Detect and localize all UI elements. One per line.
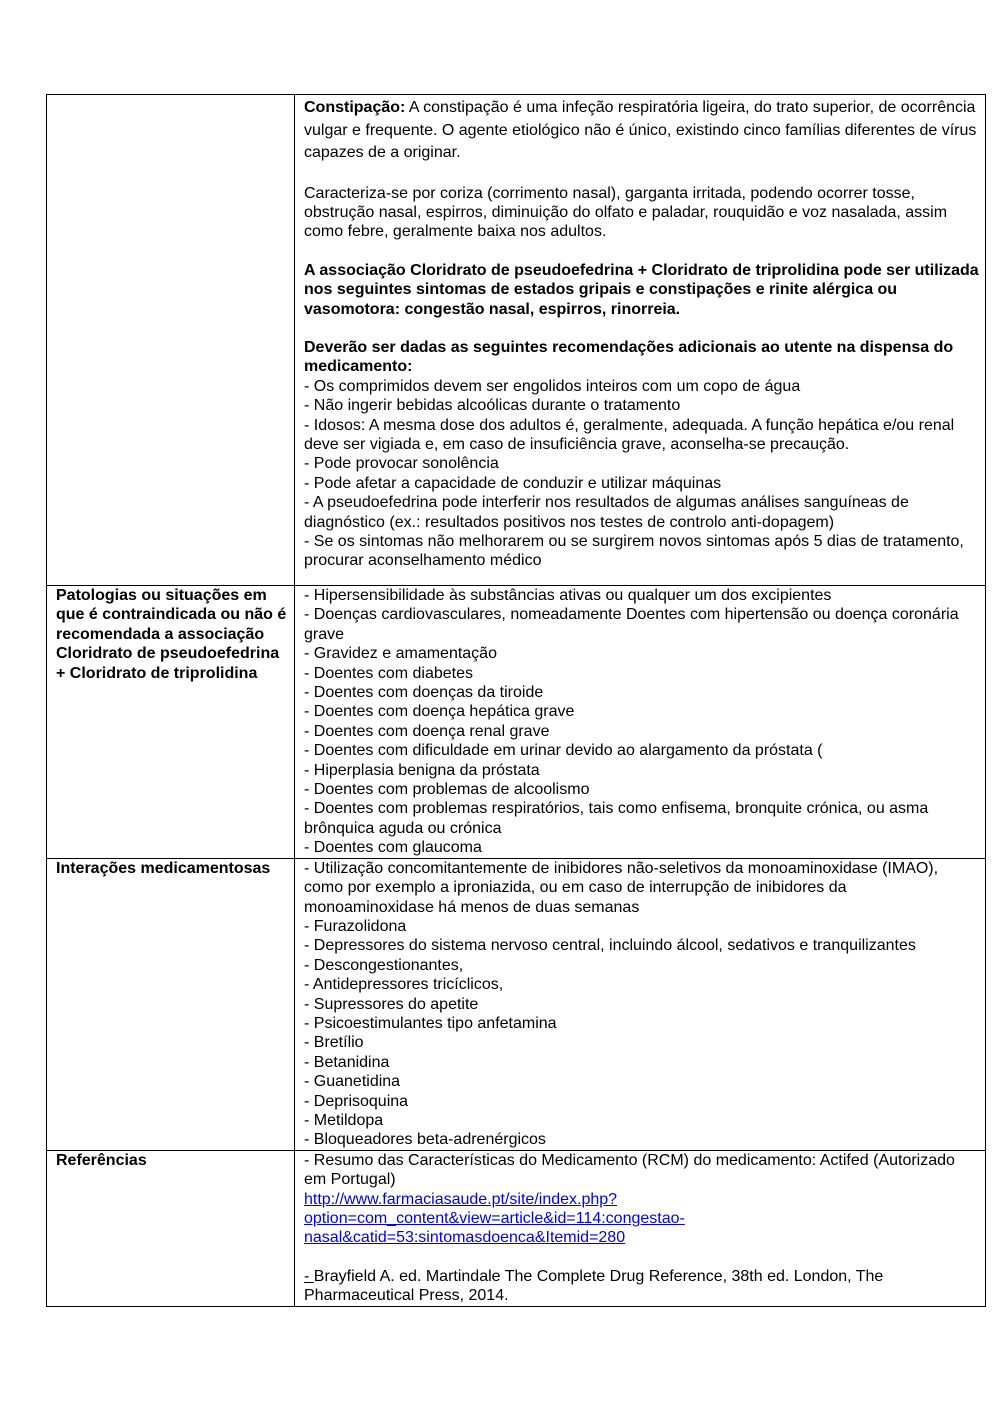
row2-label: Patologias ou situações em que é contraindicada ou não é recomendada a associação Cloridrato de pseudoefedrina + Cloridrato de triprolidina <box>47 586 295 859</box>
row4-content-cell <box>295 1150 986 1306</box>
associacao-paragraph: A associação Cloridrato de pseudoefedrina + Cloridrato de triprolidina pode ser utilizada nos seguintes sintomas de estados gripais e constipações e rinite alérgica ou vasomotora: congestão nasal, espirros, rinorreia. <box>304 261 979 318</box>
reference-rcm: - Resumo das Características do Medicamento (RCM) do medicamento: Actifed (Autorizado em Portugal) <box>304 1151 955 1189</box>
list-item: - Doentes com problemas respiratórios, tais como enfisema, bronquite crónica, ou asma brônquica aguda ou crónica <box>304 800 929 837</box>
list-item: - Pode afetar a capacidade de conduzir e utilizar máquinas <box>304 474 722 492</box>
list-item: - Betanidina <box>304 1053 390 1071</box>
list-item: - Deprisoquina <box>304 1092 409 1110</box>
row3-label: Interações medicamentosas <box>47 858 295 1150</box>
list-item: - Se os sintomas não melhorarem ou se surgirem novos sintomas após 5 dias de tratamento, procurar aconselhamento médico <box>304 533 964 570</box>
row3-content-cell <box>295 858 986 1150</box>
list-item: - Descongestionantes, <box>304 956 464 974</box>
constipacao-text: A constipação é uma infeção respiratória ligeira, do trato superior, de ocorrência vulgar e frequente. O agente etiológico não é único, existindo cinco famílias diferentes de vírus capazes de a originar. <box>304 99 977 161</box>
row1-label-cell <box>47 95 295 586</box>
list-item: - Depressores do sistema nervoso central, incluindo álcool, sedativos e tranquilizantes <box>304 937 916 955</box>
row2-content-cell <box>295 586 986 859</box>
list-item: - Furazolidona <box>304 917 407 935</box>
list-item: - Hiperplasia benigna da próstata <box>304 761 540 779</box>
list-item: - Bloqueadores beta-adrenérgicos <box>304 1131 546 1149</box>
list-item: - A pseudoefedrina pode interferir nos resultados de algumas análises sanguíneas de diagnóstico (ex.: resultados positivos nos testes de controlo anti-dopagem) <box>304 494 909 531</box>
list-item: - Pode provocar sonolência <box>304 455 499 473</box>
list-item: - Doenças cardiovasculares, nomeadamente Doentes com hipertensão ou doença coronária grave <box>304 606 959 643</box>
list-item: - Psicoestimulantes tipo anfetamina <box>304 1014 557 1032</box>
list-item: - Idosos: A mesma dose dos adultos é, geralmente, adequada. A função hepática e/ou renal deve ser vigiada e, em caso de insuficiência grave, aconselha-se precaução. <box>304 416 955 453</box>
table-row-symptoms <box>47 95 986 586</box>
row4-label: Referências <box>47 1150 295 1306</box>
list-item: - Doentes com dificuldade em urinar devido ao alargamento da próstata ( <box>304 742 823 760</box>
list-item: - Doentes com doenças da tiroide <box>304 684 544 702</box>
list-item: - Metildopa <box>304 1111 384 1129</box>
list-item: - Doentes com problemas de alcoolismo <box>304 781 590 799</box>
list-item: - Antidepressores tricíclicos, <box>304 976 504 994</box>
constipacao-label: Constipação: <box>304 99 406 116</box>
table-row-references <box>47 1150 986 1306</box>
row1-content-cell <box>295 95 986 586</box>
caracteriza-paragraph: Caracteriza-se por coriza (corrimento nasal), garganta irritada, podendo ocorrer tosse, obstrução nasal, espirros, diminuição do olfato e paladar, rouquidão e voz nasalada, assim como febre, geralmente baixa nos adultos. <box>304 184 948 241</box>
table-row-contraindications <box>47 586 986 859</box>
list-item: - Doentes com diabetes <box>304 664 473 682</box>
reference-martindale-text: Brayfield A. ed. Martindale The Complete Drug Reference, 38th ed. London, The Pharmaceutical Press, 2014. <box>304 1267 884 1305</box>
reference-dash: - <box>304 1267 314 1285</box>
list-item: - Os comprimidos devem ser engolidos inteiros com um copo de água <box>304 377 801 395</box>
reference-martindale <box>304 1267 979 1306</box>
list-item: - Doentes com doença hepática grave <box>304 703 575 721</box>
recomendacoes-title: Deverão ser dadas as seguintes recomendações adicionais ao utente na dispensa do medicamento: <box>304 338 954 376</box>
list-item: - Bretílio <box>304 1034 364 1052</box>
list-item: - Doentes com doença renal grave <box>304 722 550 740</box>
list-item: - Não ingerir bebidas alcoólicas durante o tratamento <box>304 397 681 415</box>
reference-link-line <box>304 1190 979 1248</box>
list-item: - Gravidez e amamentação <box>304 645 497 663</box>
list-item: - Supressores do apetite <box>304 995 479 1013</box>
list-item: - Guanetidina <box>304 1073 401 1091</box>
constipacao-paragraph <box>304 97 979 165</box>
document-table <box>46 94 986 1307</box>
list-item: - Hipersensibilidade às substâncias ativas ou qualquer um dos excipientes <box>304 587 832 604</box>
table-row-interactions <box>47 858 986 1150</box>
list-item: - Utilização concomitantemente de inibidores não-seletivos da monoaminoxidase (IMAO), como por exemplo a iproniazida, ou em caso de interrupção de inibidores da monoaminoxidase há menos de duas semanas <box>304 859 939 916</box>
reference-link[interactable]: http://www.farmaciasaude.pt/site/index.php?option=com_content&view=article&id=114:congestao-nasal&catid=53:sintomasdoenca&Itemid=280 <box>304 1190 685 1247</box>
list-item: - Doentes com glaucoma <box>304 839 482 857</box>
